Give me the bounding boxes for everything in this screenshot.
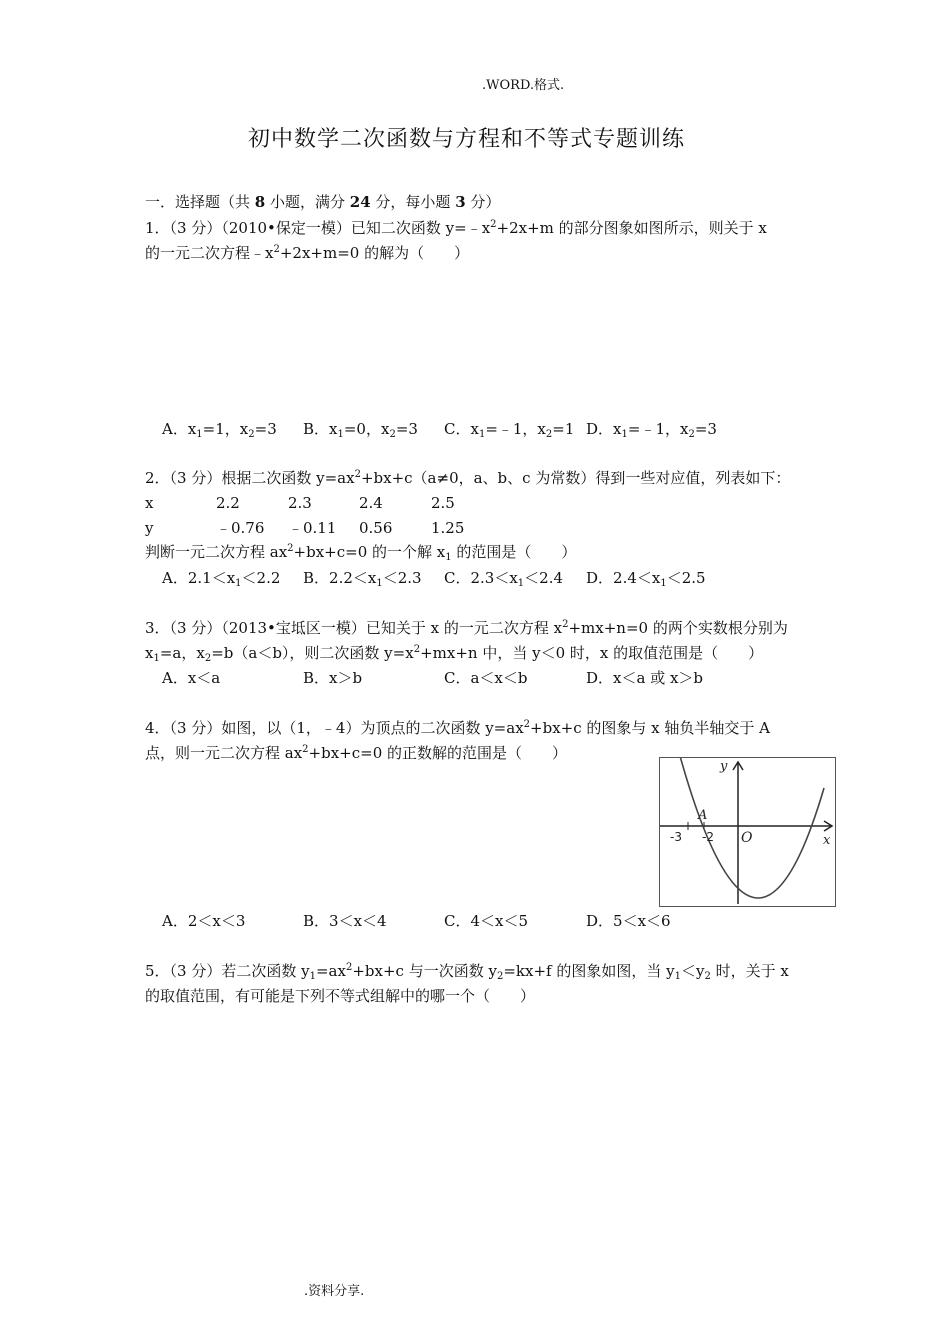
section-heading: 一．选择题（共 8 小题，满分 24 分，每小题 3 分） bbox=[145, 193, 501, 211]
q5-stem-line1: 5．（3 分）若二次函数 $y_1=ax^2+bx+c$ 与一次函数 $y_2=kx+f$ 的图象如图，当 $y_1<y_2$ 时，关于 x bbox=[145, 962, 789, 982]
q2-stem-line3: 判断一元二次方程 $ax^2+bx+c=0$ 的一个解 $x_1$ 的范围是（ ） bbox=[145, 543, 577, 563]
x-axis-label: x bbox=[823, 833, 831, 848]
q4-stem-line2: 点，则一元二次方程 $ax^2+bx+c=0$ 的正数解的范围是（ ） bbox=[145, 744, 568, 762]
q1-option-c[interactable]: C．$x_1=﹣1$，$x_2=1$ bbox=[444, 420, 575, 440]
q5-stem-line2: 的取值范围，有可能是下列不等式组解中的哪一个（ ） bbox=[145, 987, 536, 1005]
q2-option-d[interactable]: D．$2.4<x_1<2.5$ bbox=[586, 569, 706, 589]
table-x-value: 2.5 bbox=[431, 494, 455, 512]
q4-parabola-figure bbox=[659, 757, 836, 907]
q1-option-a[interactable]: A．$x_1=1$，$x_2=3$ bbox=[162, 420, 277, 440]
q2-option-c[interactable]: C．$2.3<x_1<2.4$ bbox=[444, 569, 564, 589]
tick-label: -3 bbox=[670, 830, 682, 844]
tick-label: -2 bbox=[702, 830, 714, 844]
q4-option-a[interactable]: A．2＜x＜3 bbox=[162, 912, 246, 930]
document-title: 初中数学二次函数与方程和不等式专题训练 bbox=[248, 127, 686, 152]
parabola-graph bbox=[660, 758, 835, 906]
q4-option-d[interactable]: D．5＜x＜6 bbox=[586, 912, 671, 930]
page-footer: .资料分享. bbox=[304, 1284, 365, 1299]
q1-option-b[interactable]: B．$x_1=0$，$x_2=3$ bbox=[303, 420, 418, 440]
q3-option-b[interactable]: B．x＞b bbox=[303, 669, 363, 687]
q2-option-b[interactable]: B．$2.2<x_1<2.3$ bbox=[303, 569, 422, 589]
table-y-value: 1.25 bbox=[431, 519, 465, 537]
q1-stem-line1: 1．（3 分）（2010•保定一模）已知二次函数 $y=﹣x^2+2x+m$ 的部分图象如图所示，则关于 x bbox=[145, 219, 767, 237]
table-y-value: ﹣0.76 bbox=[216, 519, 265, 537]
table-x-value: 2.4 bbox=[359, 494, 383, 512]
q2-option-a[interactable]: A．$2.1<x_1<2.2$ bbox=[162, 569, 281, 589]
q4-option-c[interactable]: C．4＜x＜5 bbox=[444, 912, 529, 930]
parabola-curve bbox=[680, 758, 824, 898]
table-y-label: y bbox=[145, 519, 154, 537]
q1-option-d[interactable]: D．$x_1=﹣1$，$x_2=3$ bbox=[586, 420, 717, 440]
q4-option-b[interactable]: B．3＜x＜4 bbox=[303, 912, 387, 930]
q3-option-c[interactable]: C．a＜x＜b bbox=[444, 669, 528, 687]
table-y-value: 0.56 bbox=[359, 519, 393, 537]
table-y-value: ﹣0.11 bbox=[288, 519, 337, 537]
q3-stem-line1: 3．（3 分）（2013•宝坻区一模）已知关于 x 的一元二次方程 $x^2+mx+n=0$ 的两个实数根分别为 bbox=[145, 619, 788, 637]
q2-stem-line1: 2．（3 分）根据二次函数 $y=ax^2+bx+c(a\ne 0$，a、b、c 为常数）得到一些对应值，列表如下： bbox=[145, 469, 791, 487]
q3-stem-line2: $x_1=a$，$x_2=b(a<b)$，则二次函数 $y=x^2+mx+n$ 中，当 y＜0 时，x 的取值范围是（ ） bbox=[145, 644, 764, 664]
q3-option-d[interactable]: D．x＜a 或 x＞b bbox=[586, 669, 704, 687]
page-header: .WORD.格式. bbox=[482, 78, 565, 93]
q1-stem-line2: 的一元二次方程$﹣x^2+2x+m=0$ 的解为（ ） bbox=[145, 244, 470, 262]
q3-option-a[interactable]: A．x＜a bbox=[162, 669, 221, 687]
table-x-value: 2.2 bbox=[216, 494, 240, 512]
origin-label: O bbox=[741, 830, 753, 846]
point-a-label: A bbox=[698, 808, 708, 823]
y-axis-label: y bbox=[720, 759, 728, 774]
table-x-value: 2.3 bbox=[288, 494, 312, 512]
table-x-label: x bbox=[145, 494, 154, 512]
q4-stem-line1: 4．（3 分）如图，以（1，﹣4）为顶点的二次函数 $y=ax^2+bx+c$ 的图象与 x 轴负半轴交于 A bbox=[145, 719, 771, 737]
